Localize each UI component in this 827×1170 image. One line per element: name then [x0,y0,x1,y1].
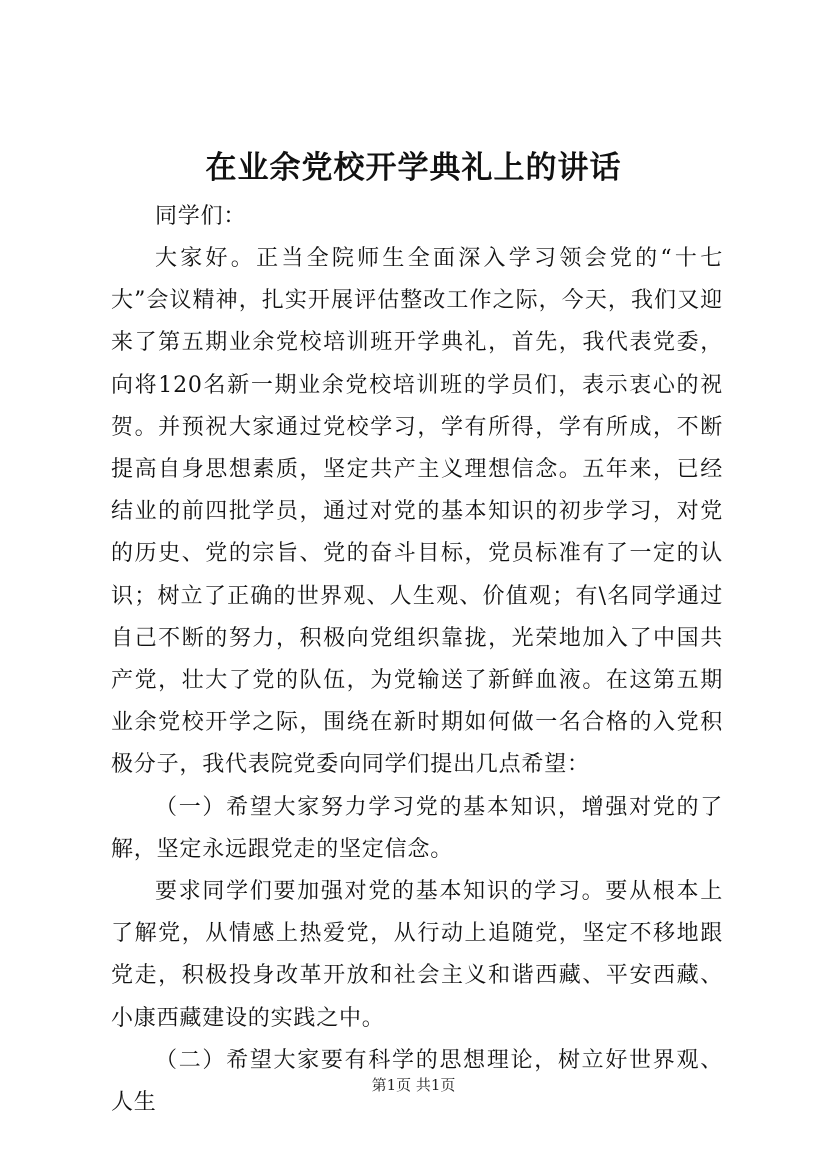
hope-one-paragraph: 要求同学们要加强对党的基本知识的学习。要从根本上了解党，从情感上热爱党，从行动上追随党，坚定不移地跟党走，积极投身改革开放和社会主义和谐西藏、平安西藏、小康西藏建设的实践之中。 [111,879,723,1031]
hope-two-heading: （二）希望大家要有科学的思想理论，树立好世界观、人生 [111,1047,723,1116]
document-title: 在业余党校开学典礼上的讲话 [205,150,622,186]
page-footer: 第1页 共1页 [371,1076,456,1094]
document-body [111,196,723,1124]
salutation-paragraph: 同学们： [155,204,247,229]
hope-one-heading: （一）希望大家努力学习党的基本知识，增强对党的了解，坚定永远跟党走的坚定信念。 [111,794,723,862]
opening-paragraph: 大家好。正当全院师生全面深入学习领会党的“十七大”会议精神，扎实开展评估整改工作之际，今天，我们又迎来了第五期业余党校培训班开学典礼，首先，我代表党委，向将120名新一期业余党校培训班的学员们，表示衷心的祝贺。并预祝大家通过党校学习，学有所得，学有所成，不断提高自身思想素质，坚定共产主义理想信念。五年来，已经结业的前四批学员，通过对党的基本知识的初步学习，对党的历史、党的宗旨、党的奋斗目标，党员标准有了一定的认识；树立了正确的世界观、人生观、价值观；有\名同学通过自己不断的努力，积极向党组织靠拢，光荣地加入了中国共产党，壮大了党的队伍，为党输送了新鲜血液。在这第五期业余党校开学之际，围绕在新时期如何做一名合格的入党积极分子，我代表院党委向同学们提出几点希望： [111,246,723,778]
